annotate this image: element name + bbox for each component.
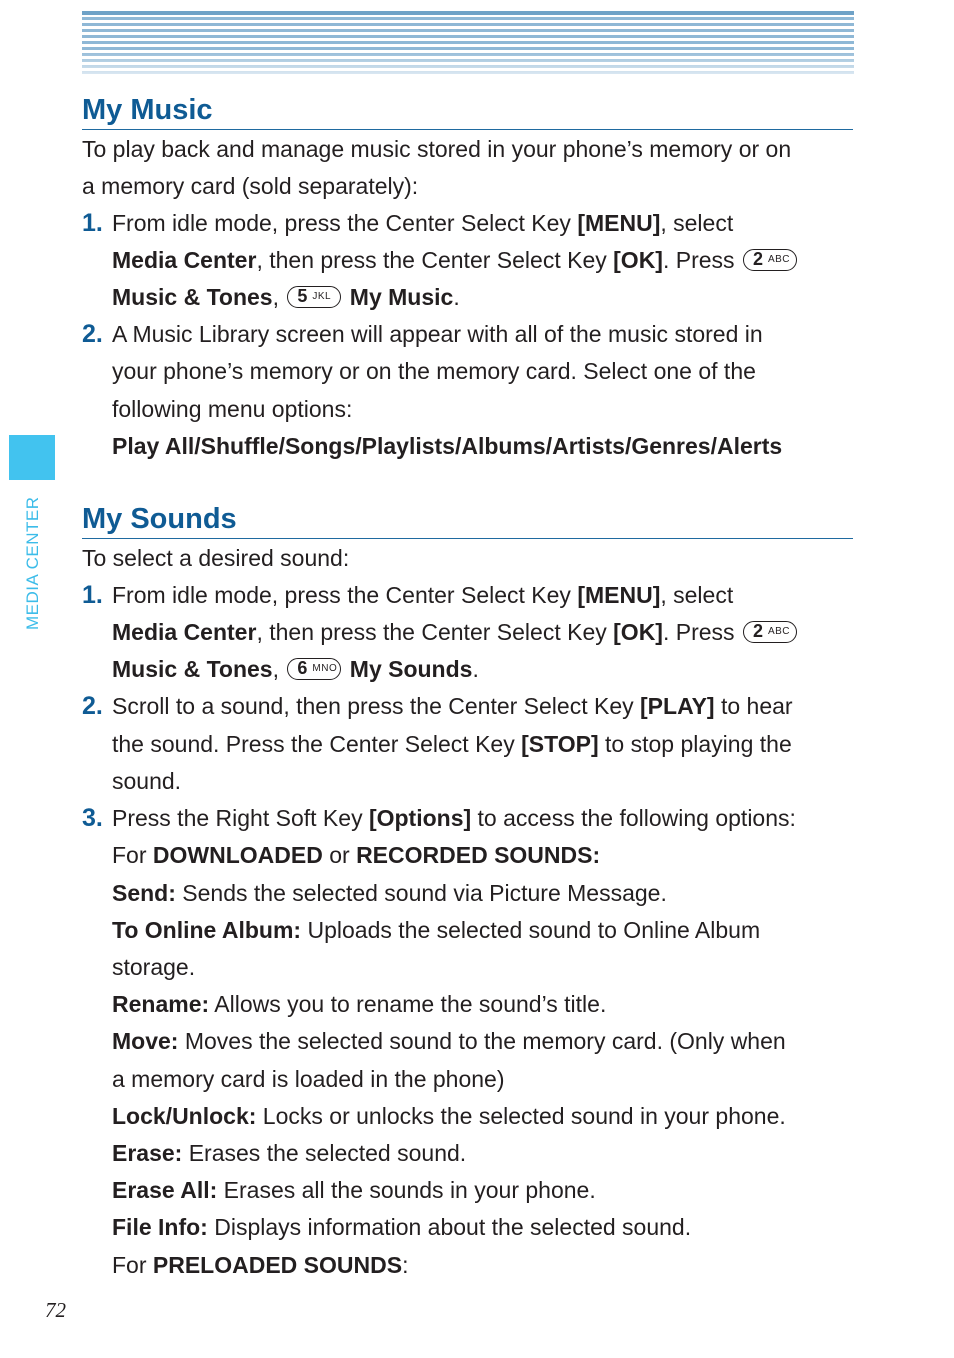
option-erase-all: Erase All: Erases all the sounds in your phone. [112,1177,596,1203]
my-music-step-1-line-3: Music & Tones, 5 JKL My Music. [112,284,460,310]
my-sounds-heading: My Sounds [82,502,853,539]
my-music-menu-options: Play All/Shuffle/Songs/Playlists/Albums/Artists/Genres/Alerts [112,433,783,459]
my-sounds-step-2-number: 2. [82,692,103,720]
my-sounds-step-1-line-2: Media Center, then press the Center Select Key [OK]. Press 2 ABC [112,614,892,651]
header-banner [82,11,854,77]
my-sounds-step-2-line-3: sound. [112,768,182,794]
my-music-intro-line-2: a memory card (sold separately): [82,173,419,199]
my-sounds-step-2-line-2: the sound. Press the Center Select Key [STOP] to stop playing the [112,731,792,757]
my-sounds-step-1-number: 1. [82,581,103,609]
my-music-step-1-line-2: Media Center, then press the Center Select Key [OK]. Press 2 ABC [112,242,892,279]
option-to-online-album-cont: storage. [112,954,196,980]
option-lock-unlock: Lock/Unlock: Locks or unlocks the selected sound in your phone. [112,1103,786,1129]
key-2-abc-icon: 2 ABC [743,249,797,271]
my-music-step-1-line-1: From idle mode, press the Center Select Key [MENU], select [112,210,734,236]
my-sounds-step-3-number: 3. [82,804,103,832]
option-send: Send: Sends the selected sound via Picture Message. [112,880,667,906]
option-to-online-album: To Online Album: Uploads the selected sound to Online Album [112,917,761,943]
preloaded-sounds-label: For PRELOADED SOUNDS: [112,1252,409,1278]
option-erase: Erase: Erases the selected sound. [112,1140,467,1166]
key-5-jkl-icon: 5 JKL [287,286,341,308]
option-file-info: File Info: Displays information about the selected sound. [112,1214,692,1240]
downloaded-recorded-label: For DOWNLOADED or RECORDED SOUNDS: [112,842,601,868]
my-sounds-step-1-line-3: Music & Tones, 6 MNO My Sounds. [112,656,479,682]
my-music-step-2-line-3: following menu options: [112,396,353,422]
option-move: Move: Moves the selected sound to the memory card. (Only when [112,1028,786,1054]
my-sounds-step-3-line-1: Press the Right Soft Key [Options] to access the following options: [112,805,796,831]
option-move-cont: a memory card is loaded in the phone) [112,1066,505,1092]
my-sounds-intro: To select a desired sound: [82,545,350,571]
my-sounds-step-2-line-1: Scroll to a sound, then press the Center Select Key [PLAY] to hear [112,693,793,719]
my-music-step-2-number: 2. [82,320,103,348]
my-music-step-1-number: 1. [82,209,103,237]
option-rename: Rename: Allows you to rename the sound’s title. [112,991,607,1017]
my-music-heading: My Music [82,93,853,130]
key-2-abc-icon: 2 ABC [743,621,797,643]
my-sounds-step-1-line-1: From idle mode, press the Center Select Key [MENU], select [112,582,734,608]
key-6-mno-icon: 6 MNO [287,658,341,680]
my-music-intro-line-1: To play back and manage music stored in your phone’s memory or on [82,136,792,162]
my-music-step-2-line-2: your phone’s memory or on the memory card. Select one of the [112,358,756,384]
section-tab-label: MEDIA CENTER [23,496,42,630]
page-number: 72 [45,1298,66,1322]
my-music-step-2-line-1: A Music Library screen will appear with all of the music stored in [112,321,763,347]
